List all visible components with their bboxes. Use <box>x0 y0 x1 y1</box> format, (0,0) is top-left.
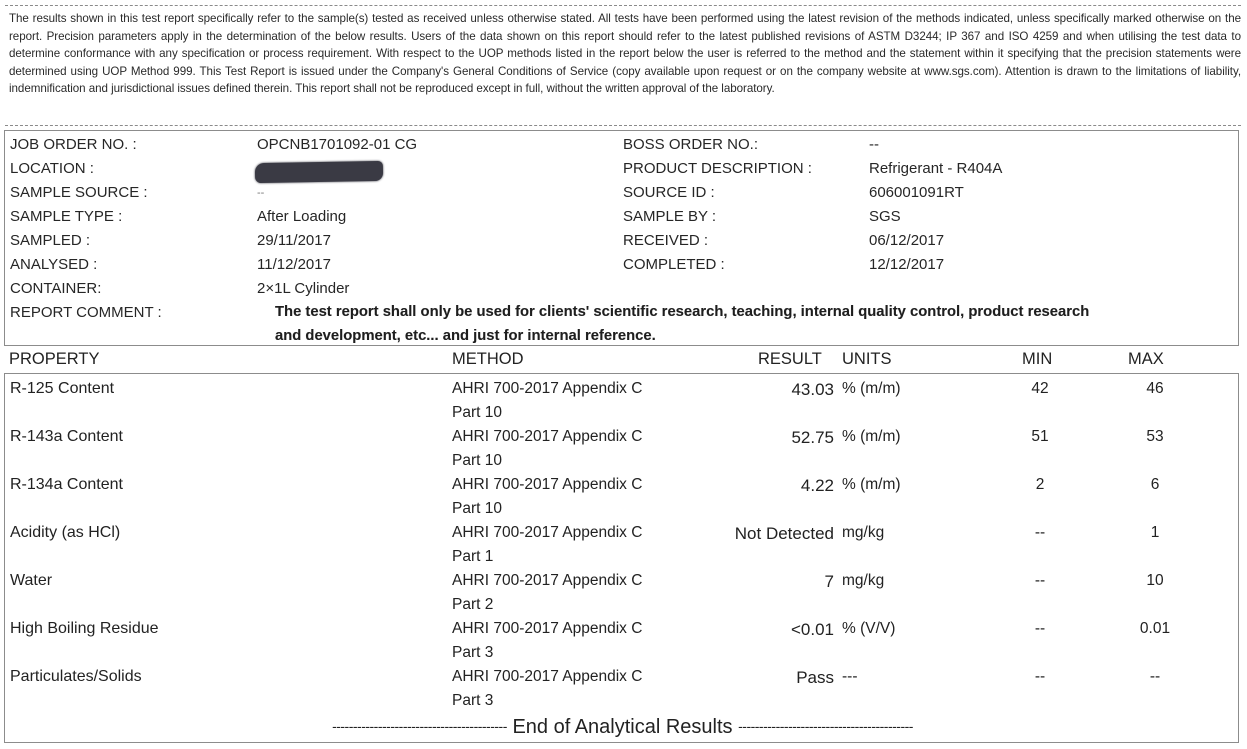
method-part-cell: Part 2 <box>452 596 494 613</box>
units-cell: mg/kg <box>842 524 885 541</box>
method-part-cell: Part 3 <box>452 644 494 661</box>
table-row <box>5 470 1240 518</box>
report-comment-line-2: and development, etc... and just for internal reference. <box>275 328 656 344</box>
source-id-value: 606001091RT <box>869 184 964 201</box>
results-table-header <box>0 350 1247 372</box>
location-redaction-mark <box>255 161 383 183</box>
max-cell: 6 <box>1150 476 1160 493</box>
result-cell: <0.01 <box>790 620 834 639</box>
analysed-label: ANALYSED : <box>10 256 98 273</box>
max-cell: -- <box>1149 668 1161 685</box>
header-min: MIN <box>1022 350 1053 368</box>
min-cell: 51 <box>1031 428 1049 445</box>
property-cell: R-134a Content <box>10 476 123 493</box>
received-value: 06/12/2017 <box>869 232 945 249</box>
end-of-results-text: End of Analytical Results <box>512 716 733 738</box>
sample-type-value: After Loading <box>257 208 347 225</box>
header-max: MAX <box>1128 350 1164 368</box>
container-value: 2×1L Cylinder <box>257 280 350 297</box>
result-cell: 52.75 <box>791 428 834 447</box>
sample-info-section <box>4 130 1239 346</box>
result-cell: 4.22 <box>800 476 834 495</box>
max-cell: 46 <box>1146 380 1164 397</box>
max-cell: 0.01 <box>1139 620 1171 637</box>
top-divider <box>5 5 1241 6</box>
max-cell: 1 <box>1150 524 1160 541</box>
method-part-cell: Part 10 <box>452 500 502 517</box>
analysed-value: 11/12/2017 <box>257 256 331 273</box>
result-cell: Not Detected <box>734 524 834 543</box>
max-cell: 53 <box>1146 428 1164 445</box>
report-comment <box>275 300 1235 348</box>
sample-by-value: SGS <box>869 208 901 225</box>
results-table <box>4 373 1239 743</box>
table-row <box>5 518 1240 566</box>
property-cell: Water <box>10 572 53 589</box>
min-cell: 42 <box>1031 380 1049 397</box>
min-cell: -- <box>1034 620 1046 637</box>
property-cell: Acidity (as HCl) <box>10 524 121 541</box>
end-dashes-left: ------------------------------------------ <box>332 718 507 734</box>
sampled-label: SAMPLED : <box>10 232 91 249</box>
result-cell: 43.03 <box>791 380 834 399</box>
boss-order-label: BOSS ORDER NO.: <box>623 136 759 153</box>
result-cell: 7 <box>824 572 834 591</box>
disclaimer-text: The results shown in this test report specifically refer to the sample(s) tested as received unless otherwise stated. All tests have been performed using the latest revision of the methods indicated, unless specifically marked otherwise on the report. Precision parameters apply in the determination of the below results. Users of the data shown on this report should refer to the latest published revisions of ASTM D3244; IP 367 and ISO 4259 and when utilising the test data to determine conformance with any specification or process requirement. With respect to the UOP methods listed in the report below the user is referred to the method and the statement within it specifying that the precision statements were determined using UOP Method 999. This Test Report is issued under the Company's General Conditions of Service (copy available upon request or on the company website at www.sgs.com). Attention is drawn to the limitations of liability, indemnification and jurisdictional issues defined therein. This report shall not be reproduced except in full, without the written approval of the laboratory. <box>9 12 1241 96</box>
sample-source-label: SAMPLE SOURCE : <box>10 184 148 201</box>
header-property: PROPERTY <box>9 350 100 368</box>
job-order-value: OPCNB1701092-01 CG <box>257 136 418 153</box>
location-label: LOCATION : <box>10 160 94 177</box>
job-order-label: JOB ORDER NO. : <box>10 136 137 153</box>
table-row <box>5 422 1240 470</box>
min-cell: -- <box>1034 572 1046 589</box>
method-cell: AHRI 700-2017 Appendix C <box>452 620 643 637</box>
units-cell: % (m/m) <box>842 380 901 397</box>
property-cell: R-143a Content <box>10 428 123 445</box>
property-cell: High Boiling Residue <box>10 620 159 637</box>
sampled-value: 29/11/2017 <box>257 232 331 249</box>
min-cell: -- <box>1034 668 1046 685</box>
units-cell: --- <box>842 668 858 685</box>
disclaimer-divider <box>5 125 1241 126</box>
boss-order-value: -- <box>869 136 879 153</box>
property-cell: R-125 Content <box>10 380 115 397</box>
table-row <box>5 662 1240 710</box>
min-cell: -- <box>1034 524 1046 541</box>
received-label: RECEIVED : <box>623 232 709 249</box>
header-method: METHOD <box>452 350 524 368</box>
report-comment-label: REPORT COMMENT : <box>10 304 162 321</box>
sample-type-label: SAMPLE TYPE : <box>10 208 123 225</box>
units-cell: % (m/m) <box>842 476 901 493</box>
result-cell: Pass <box>796 668 834 687</box>
header-result: RESULT <box>758 350 822 368</box>
method-part-cell: Part 1 <box>452 548 494 565</box>
max-cell: 10 <box>1146 572 1164 589</box>
sample-by-label: SAMPLE BY : <box>623 208 717 225</box>
completed-label: COMPLETED : <box>623 256 725 273</box>
report-comment-line-1: The test report shall only be used for clients' scientific research, teaching, internal quality control, product research <box>275 304 1090 320</box>
sample-source-value: -- <box>257 187 265 199</box>
method-part-cell: Part 3 <box>452 692 494 709</box>
units-cell: mg/kg <box>842 572 885 589</box>
source-id-label: SOURCE ID : <box>623 184 715 201</box>
header-units: UNITS <box>842 350 892 368</box>
units-cell: % (V/V) <box>842 620 896 637</box>
method-cell: AHRI 700-2017 Appendix C <box>452 476 643 493</box>
completed-value: 12/12/2017 <box>869 256 945 273</box>
min-cell: 2 <box>1035 476 1045 493</box>
method-cell: AHRI 700-2017 Appendix C <box>452 668 643 685</box>
method-cell: AHRI 700-2017 Appendix C <box>452 428 643 445</box>
table-row <box>5 374 1240 422</box>
product-description-label: PRODUCT DESCRIPTION : <box>623 160 812 177</box>
method-part-cell: Part 10 <box>452 404 502 421</box>
property-cell: Particulates/Solids <box>10 668 142 685</box>
container-label: CONTAINER: <box>10 280 102 297</box>
table-row <box>5 614 1240 662</box>
method-part-cell: Part 10 <box>452 452 502 469</box>
table-row <box>5 566 1240 614</box>
method-cell: AHRI 700-2017 Appendix C <box>452 572 643 589</box>
end-dashes-right: ------------------------------------------ <box>738 718 913 734</box>
method-cell: AHRI 700-2017 Appendix C <box>452 524 643 541</box>
units-cell: % (m/m) <box>842 428 901 445</box>
method-cell: AHRI 700-2017 Appendix C <box>452 380 643 397</box>
end-of-results-line <box>5 713 1240 740</box>
product-description-value: Refrigerant - R404A <box>869 160 1003 177</box>
